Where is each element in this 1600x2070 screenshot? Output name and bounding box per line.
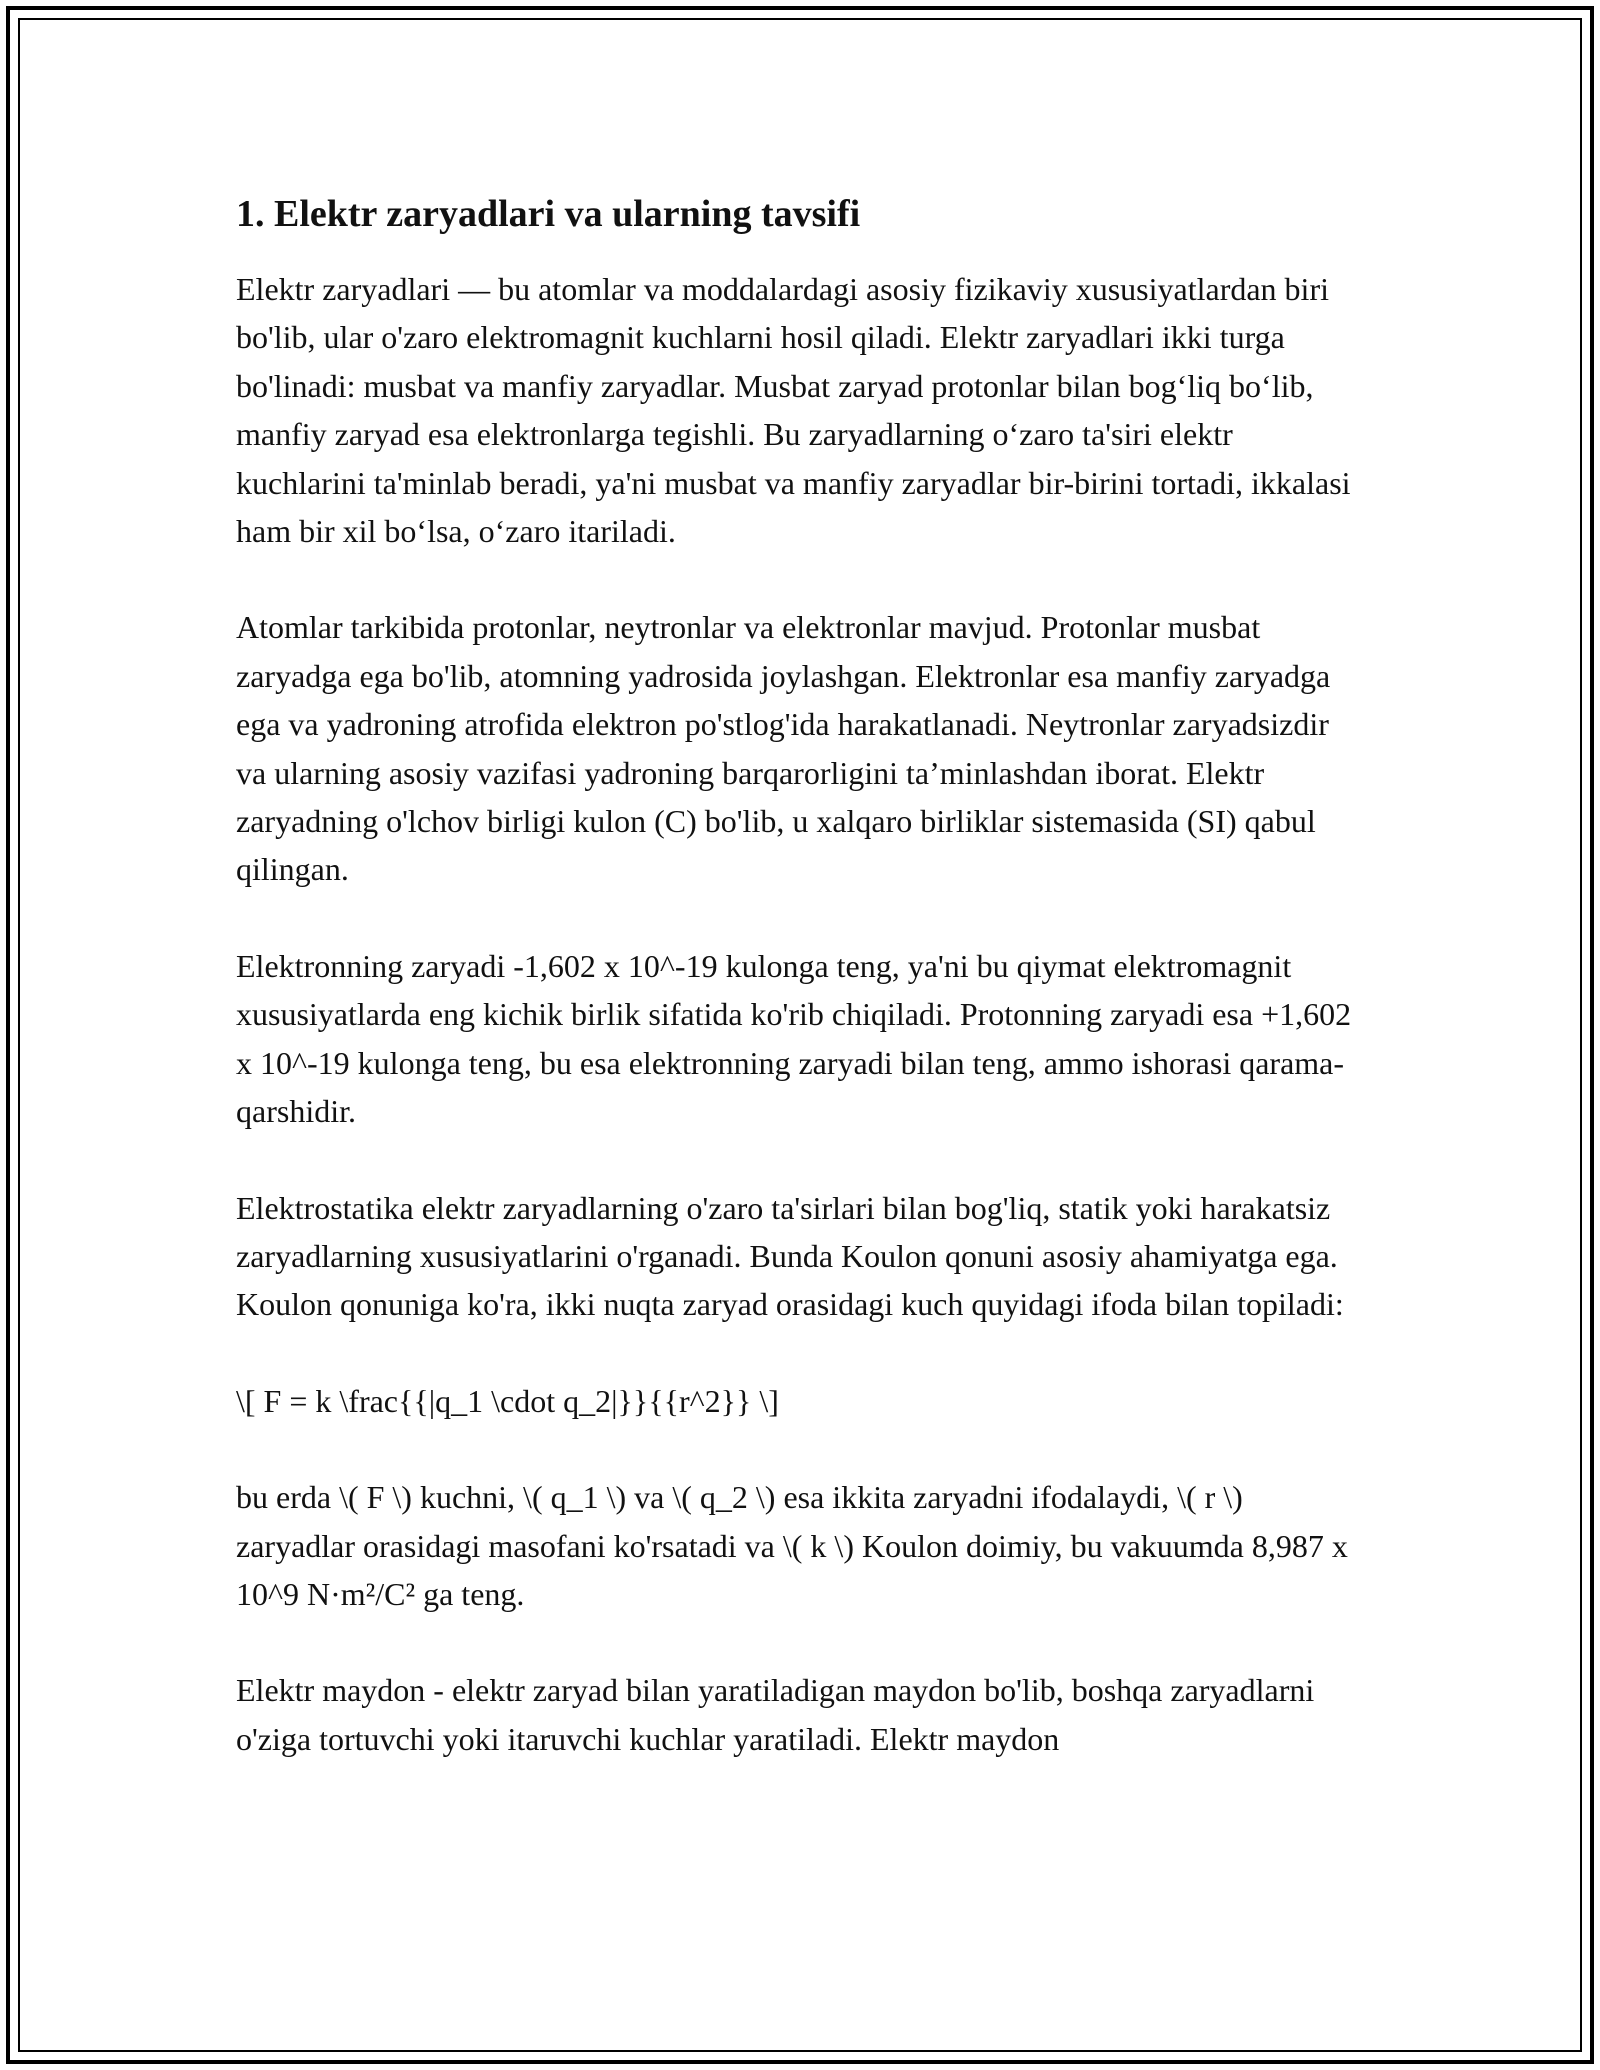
paragraph-atom-structure: Atomlar tarkibida protonlar, neytronlar va elektronlar mavjud. Protonlar musbat zaryadga ega bo'lib, atomning yadrosida joylashgan. Elektronlar esa manfiy zaryadga ega va yadroning atrofida elektron po'stlog'ida harakatlanadi. Neytronlar zaryadsizdir va ularning asosiy vazifasi yadroning barqarorligini ta’minlashdan iborat. Elektr zaryadning o'lchov birligi kulon (C) bo'lib, u xalqaro birliklar sistemasida (SI) qabul qilingan.	[236, 609, 1331, 888]
paragraph-formula-explanation: bu erda \( F \) kuchni, \( q_1 \) va \( q_2 \) esa ikkita zaryadni ifodalaydi, \( r \) zaryadlar orasidagi masofani ko'rsatadi va \( k \) Koulon doimiy, bu vakuumda 8,987 x 10^9 N·m²/C² ga teng.	[236, 1479, 1348, 1612]
paragraph-electron-charge: Elektronning zaryadi -1,602 x 10^-19 kulonga teng, ya'ni bu qiymat elektromagnit xususiyatlarda eng kichik birlik sifatida ko'rib chiqiladi. Protonning zaryadi esa +1,602 x 10^-19 kulonga teng, bu esa elektronning zaryadi bilan teng, ammo ishorasi qarama-qarshidir.	[236, 947, 1352, 1130]
paragraph-electrostatics: Elektrostatika elektr zaryadlarning o'zaro ta'sirlari bilan bog'liq, statik yoki harakatsiz zaryadlarning xususiyatlarini o'rganadi. Bunda Koulon qonuni asosiy ahamiyatga ega. Koulon qonuniga ko'ra, ikki nuqta zaryad orasidagi kuch quyidagi ifoda bilan topiladi:	[236, 1189, 1344, 1323]
paragraph-electric-field: Elektr maydon - elektr zaryad bilan yaratiladigan maydon bo'lib, boshqa zaryadlarni o'ziga tortuvchi yoki itaruvchi kuchlar yaratiladi. Elektr maydon	[236, 1672, 1315, 1757]
document-body	[236, 185, 1366, 1811]
coulomb-formula: \[ F = k \frac{{|q_1 \cdot q_2|}}{{r^2}} \]	[236, 1382, 779, 1419]
paragraph-electric-charges: Elektr zaryadlari — bu atomlar va moddalardagi asosiy fizikaviy xususiyatlardan biri bo'lib, ular o'zaro elektromagnit kuchlarni hosil qiladi. Elektr zaryadlari ikki turga bo'linadi: musbat va manfiy zaryadlar. Musbat zaryad protonlar bilan bog‘liq bo‘lib, manfiy zaryad esa elektronlarga tegishli. Bu zaryadlarning o‘zaro ta'siri elektr kuchlarini ta'minlab beradi, ya'ni musbat va manfiy zaryadlar bir-birini tortadi, ikkalasi ham bir xil bo‘lsa, o‘zaro itariladi.	[236, 271, 1351, 550]
section-heading: 1. Elektr zaryadlari va ularning tavsifi	[236, 193, 861, 235]
